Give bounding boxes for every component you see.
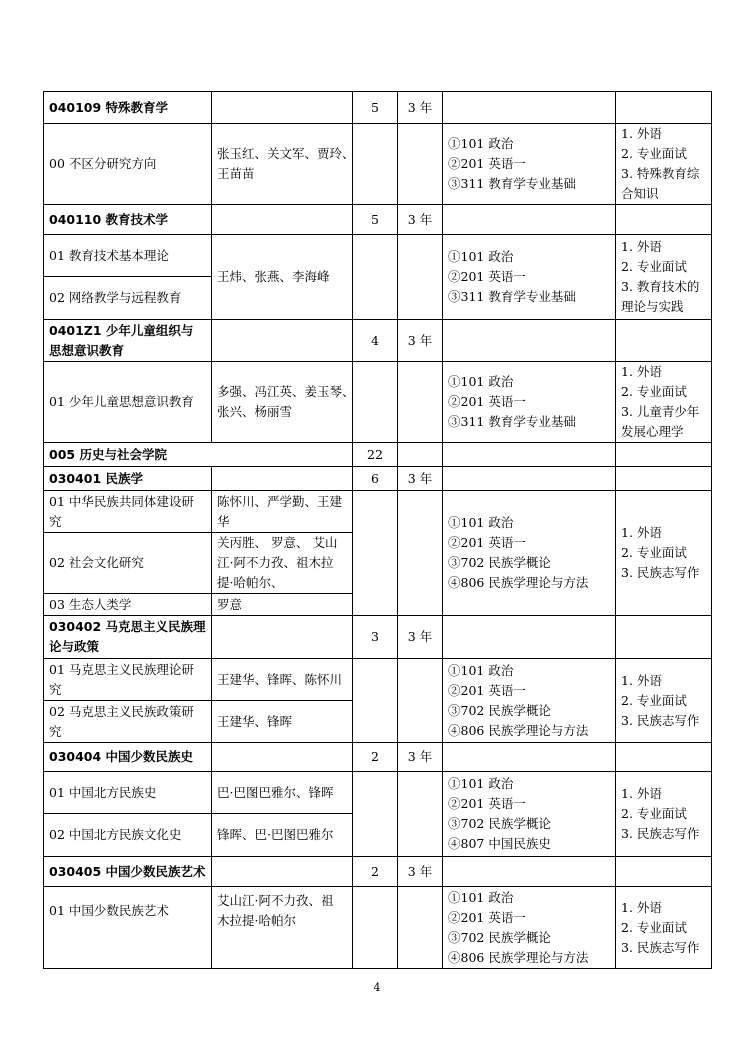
direction-row [44,491,712,533]
exam-subjects: ①101 政治 ②201 英语一 ③702 民族学概论 ④806 民族学理论与方法 [443,659,616,743]
retest-subjects: 1. 外语 2. 专业面试 3. 民族志写作 [616,659,712,743]
study-years: 3 年 [398,616,443,659]
supervisors: 关丙胜、 罗意、 艾山 江·阿不力孜、祖木拉 提·哈帕尔、 [212,533,353,594]
supervisors: 多强、冯江英、姜玉琴、 张兴、杨丽雪 [212,362,353,443]
supervisors: 巴·巴图巴雅尔、锋晖 [212,772,353,814]
direction-row [44,362,712,443]
enrollment-count: 2 [353,743,398,772]
research-direction: 02 网络教学与远程教育 [44,277,212,320]
supervisors: 艾山江·阿不力孜、祖 木拉提·哈帕尔 [212,887,353,969]
enrollment-count: 4 [353,320,398,362]
exam-subjects: ①101 政治 ②201 英语一 ③311 教育学专业基础 [443,124,616,205]
department-row [44,443,712,467]
retest-subjects: 1. 外语 2. 专业面试 3. 民族志写作 [616,887,712,969]
research-direction: 01 中国北方民族史 [44,772,212,814]
enrollment-count: 5 [353,205,398,235]
retest-subjects: 1. 外语 2. 专业面试 3. 特殊教育综 合知识 [616,124,712,205]
program-title: 040110 教育技术学 [44,205,212,235]
research-direction: 02 马克思主义民族政策研 究 [44,701,212,743]
enrollment-count: 6 [353,467,398,491]
supervisors: 王炜、张燕、李海峰 [212,235,353,320]
research-direction: 01 中国少数民族艺术 [44,887,212,969]
study-years: 3 年 [398,92,443,124]
research-direction: 01 少年儿童思想意识教育 [44,362,212,443]
program-title: 030402 马克思主义民族理 论与政策 [44,616,212,659]
program-title: 040109 特殊教育学 [44,92,212,124]
study-years: 3 年 [398,743,443,772]
supervisors: 张玉红、关文军、贾玲、 王苗苗 [212,124,353,205]
supervisors: 罗意 [212,594,353,616]
direction-row [44,772,712,814]
program-title: 030405 中国少数民族艺术 [44,857,212,887]
program-header-row [44,467,712,491]
direction-row [44,124,712,205]
exam-subjects: ①101 政治 ②201 英语一 ③702 民族学概论 ④807 中国民族史 [443,772,616,857]
research-direction: 03 生态人类学 [44,594,212,616]
research-direction: 02 中国北方民族文化史 [44,814,212,857]
supervisors: 王建华、锋晖、陈怀川 [212,659,353,701]
enrollment-count: 3 [353,616,398,659]
program-header-row [44,743,712,772]
supervisors: 陈怀川、严学勤、王建 华 [212,491,353,533]
research-direction: 01 中华民族共同体建设研 究 [44,491,212,533]
study-years: 3 年 [398,320,443,362]
program-title: 030404 中国少数民族史 [44,743,212,772]
exam-subjects: ①101 政治 ②201 英语一 ③311 教育学专业基础 [443,362,616,443]
enrollment-count: 2 [353,857,398,887]
admissions-table [43,91,712,969]
retest-subjects: 1. 外语 2. 专业面试 3. 教育技术的 理论与实践 [616,235,712,320]
research-direction: 01 教育技术基本理论 [44,235,212,277]
department-title: 005 历史与社会学院 [44,443,353,467]
program-header-row [44,857,712,887]
program-header-row [44,205,712,235]
direction-row [44,887,712,969]
research-direction: 00 不区分研究方向 [44,124,212,205]
program-title: 030401 民族学 [44,467,212,491]
direction-row [44,659,712,701]
retest-subjects: 1. 外语 2. 专业面试 3. 民族志写作 [616,772,712,857]
retest-subjects: 1. 外语 2. 专业面试 3. 儿童青少年 发展心理学 [616,362,712,443]
exam-subjects: ①101 政治 ②201 英语一 ③702 民族学概论 ④806 民族学理论与方法 [443,887,616,969]
research-direction: 01 马克思主义民族理论研 究 [44,659,212,701]
study-years: 3 年 [398,467,443,491]
research-direction: 02 社会文化研究 [44,533,212,594]
exam-subjects: ①101 政治 ②201 英语一 ③702 民族学概论 ④806 民族学理论与方法 [443,491,616,616]
program-title: 0401Z1 少年儿童组织与 思想意识教育 [44,320,212,362]
program-header-row [44,616,712,659]
supervisors: 锋晖、巴·巴图巴雅尔 [212,814,353,857]
page-number: 4 [373,981,381,994]
direction-row [44,235,712,277]
supervisors: 王建华、锋晖 [212,701,353,743]
study-years: 3 年 [398,857,443,887]
enrollment-count: 5 [353,92,398,124]
exam-subjects: ①101 政治 ②201 英语一 ③311 教育学专业基础 [443,235,616,320]
program-header-row [44,320,712,362]
program-header-row [44,92,712,124]
retest-subjects: 1. 外语 2. 专业面试 3. 民族志写作 [616,491,712,616]
department-enrollment: 22 [353,443,398,467]
study-years: 3 年 [398,205,443,235]
